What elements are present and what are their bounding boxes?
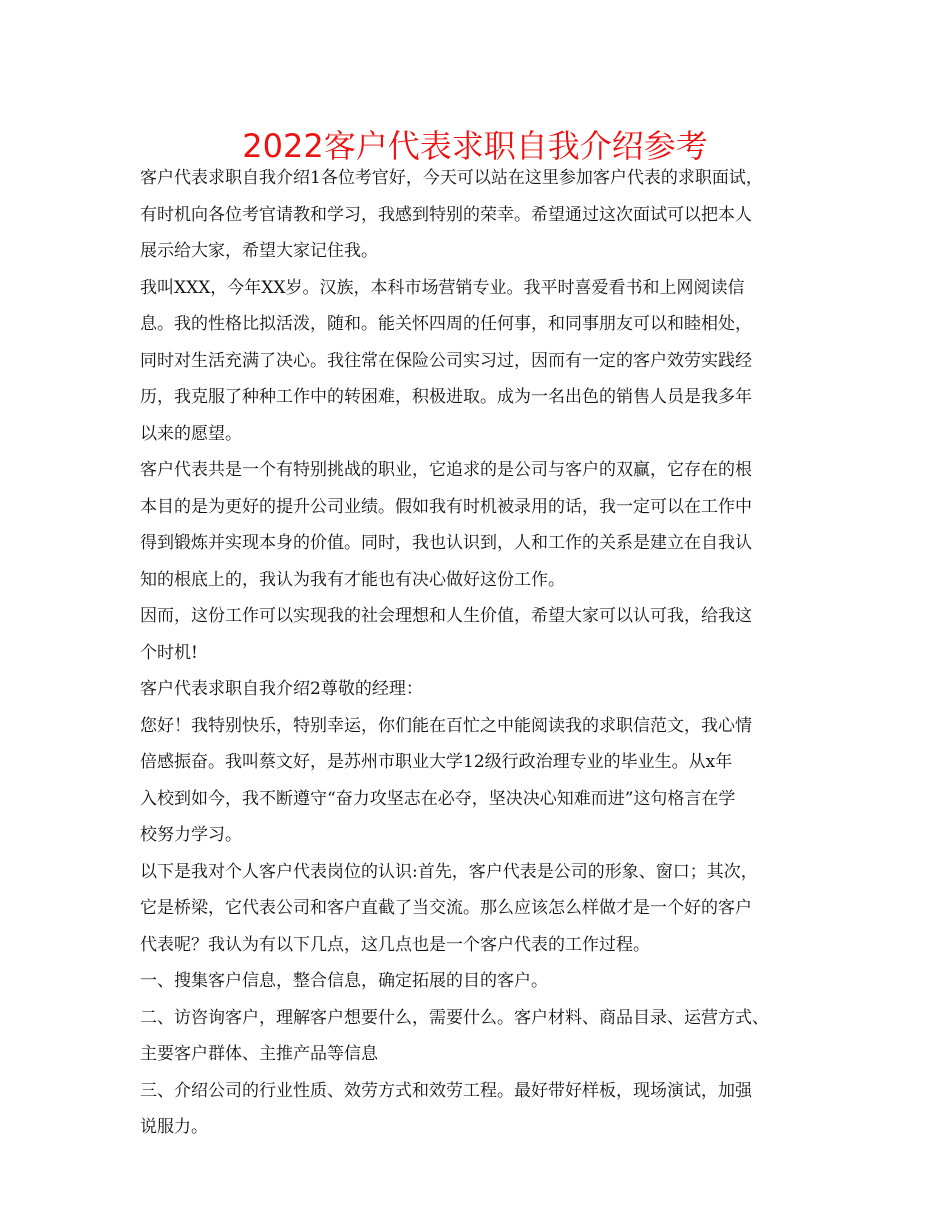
text-line: 历，我克服了种种工作中的转困难，积极进取。成为一名出色的销售人员是我多年 xyxy=(140,387,752,407)
text-line: 三、介绍公司的行业性质、效劳方式和效劳工程。最好带好样板，现场演试，加强 xyxy=(140,1080,752,1101)
text-line: 二、访咨询客户，理解客户想要什么，需要什么。客户材料、商品目录、运营方式、 xyxy=(140,1007,769,1028)
text-line: 校努力学习。 xyxy=(140,825,242,845)
text-line: 一、搜集客户信息，整合信息，确定拓展的目的客户。 xyxy=(140,971,548,991)
text-line: 本目的是为更好的提升公司业绩。假如我有时机被录用的话，我一定可以在工作中 xyxy=(140,496,752,517)
text-line: 客户代表求职自我介绍2尊敬的经理： xyxy=(140,679,423,699)
document-title: 2022客户代表求职自我介绍参考 xyxy=(242,127,708,165)
text-line: 客户代表共是一个有特别挑战的职业，它追求的是公司与客户的双赢，它存在的根 xyxy=(140,460,752,480)
text-line: 知的根底上的，我认为我有才能也有决心做好这份工作。 xyxy=(140,569,565,590)
text-line: 代表呢？我认为有以下几点，这几点也是一个客户代表的工作过程。 xyxy=(140,934,650,955)
text-line: 主要客户群体、主推产品等信息 xyxy=(140,1044,378,1064)
text-line: 同时对生活充满了决心。我往常在保险公司实习过，因而有一定的客户效劳实践经 xyxy=(140,350,752,371)
text-line: 倍感振奋。我叫蔡文好，是苏州市职业大学12级行政治理专业的毕业生。从x年 xyxy=(140,752,733,772)
text-line: 它是桥梁，它代表公司和客户直截了当交流。那么应该怎么样做才是一个好的客户 xyxy=(140,898,752,918)
text-line: 展示给大家，希望大家记住我。 xyxy=(140,241,378,261)
text-line: 我叫XXX，今年XX岁。汉族，本科市场营销专业。我平时喜爱看书和上网阅读信 xyxy=(140,277,745,298)
text-line: 入校到如今，我不断遵守“奋力攻坚志在必夺，坚决决心知难而进”这句格言在学 xyxy=(140,788,736,809)
text-line: 说服力。 xyxy=(140,1117,208,1137)
text-line: 以来的愿望。 xyxy=(140,423,242,444)
text-line: 息。我的性格比拟活泼，随和。能关怀四周的任何事，和同事朋友可以和睦相处， xyxy=(140,314,752,334)
text-line: 客户代表求职自我介绍1各位考官好，今天可以站在这里参加客户代表的求职面试， xyxy=(140,168,763,188)
text-line: 以下是我对个人客户代表岗位的认识:首先，客户代表是公司的形象、窗口；其次， xyxy=(140,861,758,882)
document-body xyxy=(140,160,830,1146)
text-line: 您好！我特别快乐，特别幸运，你们能在百忙之中能阅读我的求职信范文，我心情 xyxy=(140,715,752,736)
text-line: 得到锻炼并实现本身的价值。同时，我也认识到，人和工作的关系是建立在自我认 xyxy=(140,533,752,553)
text-line: 因而，这份工作可以实现我的社会理想和人生价值，希望大家可以认可我，给我这 xyxy=(140,606,752,626)
text-line: 有时机向各位考官请教和学习，我感到特别的荣幸。希望通过这次面试可以把本人 xyxy=(140,204,752,225)
text-line: 个时机! xyxy=(140,642,198,663)
